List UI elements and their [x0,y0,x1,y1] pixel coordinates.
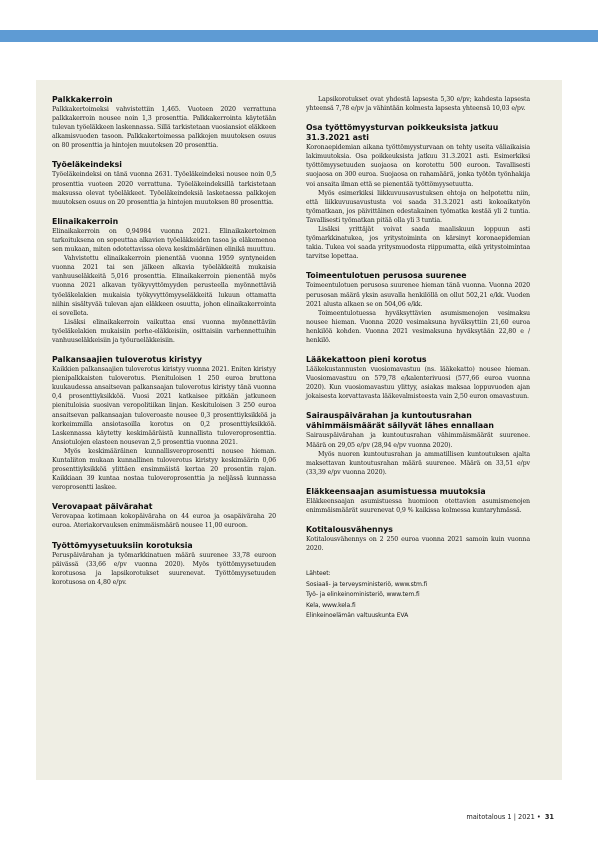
footer-publication: maitotalous 1 | 2021 • [466,813,541,821]
section-heading: Verovapaat päivärahat [52,502,153,512]
body-paragraph: Vahvistettu elinaikakerroin pienentää vuonna 1959 syntyneiden vuonna 2021 tai sen jälkeen alkavia työeläkkeitä mukaisia vanhuuseläkkeitä 5,016 prosenttia. Elinaikakerroin pienentää myös vuonna 2021 alkavan työkyvyttömyyden perusteella myönnettäviä työeläkelakien mukaisia työkyvyttömyyseläkkeitä lukuun ottamatta niihin sisältyvää tulevan ajan eläkkeen osuutta, johon elinaikakerrointa ei sovelleta. [52,255,276,317]
section-elakkeensaajan-asumistuessa-muutoksia [306,487,530,515]
section-tyottomyysetuuksiin-korotuksia [52,541,276,587]
section-sairauspaivarahan-ja-kuntoutusrahan-vahi [306,411,530,476]
source-item: Kela, www.kela.fi [306,601,356,609]
page-number: 31 [544,813,554,821]
section-heading: Elinaikakerroin [52,216,119,226]
body-paragraph: Peruspäivärahan ja työmarkkinatuen määrä suurenee 33,78 euroon päivässä (33,66 e/pv vuonna 2020). Myös työttömyysetuuden korotusosa ja lapsikorotukset suurenevat. Työttömyysetuuden korotusosa on 4,80 e/pv. [52,551,276,586]
section-heading: Sairauspäivärahan ja kuntoutusrahan vähimmäismäärät säilyvät lähes ennallaan [306,411,494,431]
body-paragraph: Toimeentulotuen perusosa suurenee hieman tänä vuonna. Vuonna 2020 perusosan määrä yksin asuvalla henkilöllä on ollut 502,21 e/kk. Vuoden 2021 alusta alkaen se on 504,06 e/kk. [306,282,530,308]
section-heading: Lääkekattoon pieni korotus [306,355,427,365]
section-continued [306,95,530,113]
sources-list [306,569,530,622]
section-kotitalousvahennys [306,525,530,553]
source-item: Elinkeinoelämän valtuuskunta EVA [306,612,409,620]
body-paragraph: Kaikkien palkansaajien tuloverotus kiristyy vuonna 2021. Eniten kiristyy pienipalkkaisten tuloverotus. Pienituloisen 1 250 euroa bruttona kuukaudessa ansaitsevan palkansaajan tuloverotus kiristyy tänä vuonna 0,4 prosenttiyksikköä. Vuosi 2021 katkaisee pitkään jatkuneen pienituloisia suosivan veropolitiikan linjan. Keskituloisen 3 250 euroa ansaitsevan palkansaajan tuloveroaste nousee 0,3 prosenttiyksikköä ja korkeimmilla ansiotasoilla korotus on 0,2 prosenttiyksikköä. Laskennassa käytetty keskimääräistä kunnallista tuloveroprosenttia. Ansiotulojen elasteen nousevan 2,5 prosenttia vuonna 2021. [52,366,276,446]
section-heading: Eläkkeensaajan asumistuessa muutoksia [306,486,486,496]
body-paragraph: Lisäksi elinaikakerroin vaikuttaa ensi vuonna myönnettäviin työeläkelakien mukaisiin perhe-eläkkeisiin, osittaisiin varhennettuihin vanhuuseläkkeisiin ja työuraeläkkeisiin. [52,318,276,344]
section-heading: Työttömyysetuuksiin korotuksia [52,540,193,550]
section-laakekattoon-pieni-korotus [306,355,530,401]
section-palkansaajien-tuloverotus-kiristyy [52,355,276,492]
sources-heading: Lähteet: [306,570,331,578]
source-item: Työ- ja elinkeinoministeriö, www.tem.fi [306,591,420,599]
left-column [52,95,276,597]
body-paragraph: Myös nuoren kuntoutusrahan ja ammatillisen kuntoutuksen ajalta maksettavan kuntoutusrahan määrä suurenee. Määrä on 33,51 e/pv (33,39 e/pv vuonna 2020). [306,450,530,476]
body-paragraph: Eläkkeensaajan asumistuessa huomioon otettavien asumismenojen enimmäismäärät suurenevat 0,9 % kaikissa kolmessa kuntaryhmässä. [306,497,530,514]
section-tyoelakeindeksi [52,160,276,206]
body-paragraph: Toimeentulotuessa hyväksyttävien asumismenojen vesimaksu nousee hieman. Vuonna 2020 vesimaksuna hyväksyttiin 21,60 euroa henkilöä kohden. Vuonna 2021 vesimaksuna hyväksytään 22,80 e / henkilö. [306,309,530,344]
body-paragraph: Sairauspäivärahan ja kuntoutusrahan vähimmäismäärät suurenee. Määrä on 29,05 e/pv (28,94 e/pv vuonna 2020). [306,432,530,449]
section-verovapaat-paivarahat [52,502,276,530]
section-elinaikakerroin [52,217,276,345]
source-item: Sosiaali- ja terveysministeriö, www.stm.fi [306,580,428,588]
body-paragraph: Lääkekustannusten vuosiomavastuu (ns. lääkekatto) nousee hieman. Vuosiomavastuu on 579,78 e/kalenterivuosi (577,66 euroa vuonna 2020). Kun vuosiomavastuu ylittyy, asiakas maksaa loppuvuoden ajan jokaisesta korvattavasta lääkevalmisteesta vain 2,50 euron omavastuun. [306,366,530,401]
section-heading: Toimeentulotuen perusosa suurenee [306,271,467,281]
section-heading: Työeläkeindeksi [52,160,122,170]
section-osa-tyottomyysturvan-poikkeuksista-jatku [306,123,530,261]
article-panel [36,80,562,780]
body-paragraph: Työeläkeindeksi on tänä vuonna 2631. Työeläkeindeksi nousee noin 0,5 prosenttia vuoteen 2020 verrattuna. Työeläkeindeksillä tarkistetaan maksussa olevat työeläkkeet. Työeläkeindeksiä lasketaessa palkkojen muutoksen osuus on 20 prosenttia ja hintojen muutoksen 80 prosenttia. [52,171,276,206]
body-paragraph: Palkkakertoimeksi vahvistettiin 1,465. Vuoteen 2020 verrattuna palkkakerroin nousee noin 1,3 prosenttia. Palkkakerrointa käytetään tulevan työeläkkeen laskennassa. Sillä tarkistetaan vuosiansiot eläkkeen alkamisvuoden tasoon. Palkkakertoimessa palkkojen muutoksen osuus on 80 prosenttia ja hintojen muutoksen 20 prosenttia. [52,106,276,150]
section-heading: Osa työttömyysturvan poikkeuksista jatkuu 31.3.2021 asti [306,123,499,143]
section-toimeentulotuen-perusosa-suurenee [306,271,530,345]
body-paragraph: Lisäksi yrittäjät voivat saada maaliskuun loppuun asti työmarkkinatukea, jos yritystoiminta on kärsinyt koronaepidemian takia. Tukea voi saada yritysmuodosta riippumatta, eikä yritystoimintaa tarvitse lopettaa. [306,226,530,261]
body-paragraph: Lapsikorotukset ovat yhdestä lapsesta 5,30 e/pv; kahdesta lapsesta yhteensä 7,78 e/pv ja vähintään kolmesta lapsesta yhteensä 10,03 e/pv. [306,96,530,113]
body-paragraph: Verovapaa kotimaan kokopäiväraha on 44 euroa ja osapäiväraha 20 euroa. Ateriakorvauksen enimmäismäärä nousee 11,00 euroon. [52,513,276,530]
body-paragraph: Myös keskimääräinen kunnallisveroprosentti nousee hieman. Kuntaliiton mukaan kunnallinen tuloverotus kiristyy keskimäärin 0,06 prosenttiyksikköä ylittäen ensimmäistä kertaa 20 prosentin rajan. Kaikkiaan 39 kuntaa nostaa tuloveroprosenttia ja neljässä kunnassa veroprosentti laskee. [52,447,276,492]
section-palkkakerroin [52,95,276,150]
body-paragraph: Myös esimerkiksi liikkuvuusavustuksen ehtoja on helpotettu niin, että liikkuvuusavustusta voi saada 31.3.2021 asti kokoaikatyön työmatkaan, jos päivittäinen edestakainen työmatka kestää yli 2 tuntia. Tavallisesti työmatkan pitää olla yli 3 tuntia. [306,189,530,224]
section-heading: Kotitalousvähennys [306,525,393,535]
section-heading: Palkkakerroin [52,95,113,104]
page-footer [466,813,554,821]
top-accent-bar [0,30,598,42]
body-paragraph: Elinaikakerroin on 0,94984 vuonna 2021. Elinaikakertoimen tarkoituksena on sopeuttaa alkavien työeläkkeiden tasoa ja eläkemenoa sen mukaan, miten odotettavissa oleva keskimääräinen elinikä muuttuu. [52,227,276,254]
right-column [306,95,530,622]
body-paragraph: Koronaepidemian aikana työttömyysturvaan on tehty useita väliaikaisia lakimuutoksia. Osa poikkeuksista jatkuu 31.3.2021 asti. Esimerkiksi työttömyysetuuden suojaosa on korotettu 500 euroon. Tavallisesti suojaosa on 300 euroa. Suojaosa on rahamäärä, jonka työtön työnhakija voi ansaita ilman että se pienentää työttömyysetuutta. [306,144,530,188]
section-heading: Palkansaajien tuloverotus kiristyy [52,355,202,365]
body-paragraph: Kotitalousvähennys on 2 250 euroa vuonna 2021 samoin kuin vuonna 2020. [306,536,530,553]
